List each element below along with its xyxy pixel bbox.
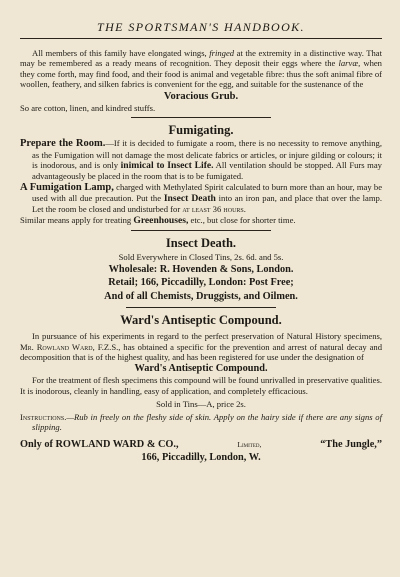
lamp-runin: A Fumigation Lamp, bbox=[20, 181, 114, 193]
lamp-text-b: into an iron pan, and place that over the lamp. Let the room be closed and undisturbed for bbox=[32, 192, 382, 215]
prepare-bold: inimical to Insect Life. bbox=[120, 160, 214, 172]
wards-smallcaps: Mr. Rowland Ward, bbox=[20, 341, 95, 352]
similar-text-a: Similar means apply for treating bbox=[20, 214, 132, 225]
divider-3 bbox=[126, 307, 276, 308]
moth-fringed: fringed bbox=[209, 48, 235, 58]
lamp-paragraph bbox=[20, 182, 382, 215]
prepare-text-a: —If it is decided to fumigate a room, there is no necessity to remove anything, as the Fumigation will not damage the most delicate fabrics or articles, or injure gilding or colours; it is inodorous, and is only bbox=[32, 138, 382, 171]
prepare-text-b: All ventilation should be stopped. All Furs may advantageously be placed in the room that is to be fumigated. bbox=[32, 160, 382, 182]
divider-2 bbox=[131, 230, 271, 231]
voracious-grub-heading: Voracious Grub. bbox=[163, 91, 239, 103]
insect-death-heading: Insect Death. bbox=[165, 235, 237, 250]
moth-larvae: larvæ, bbox=[338, 58, 361, 69]
cotton-line: So are cotton, linen, and kindred stuffs. bbox=[20, 103, 156, 114]
divider-1 bbox=[131, 117, 271, 118]
chemists-line: And of all Chemists, Druggists, and Oilmen. bbox=[104, 290, 298, 302]
prepare-room-paragraph bbox=[20, 138, 382, 181]
moth-text-a: All members of this family have elongated wings, bbox=[32, 48, 207, 58]
wards-subheading: Ward's Antiseptic Compound. bbox=[134, 363, 268, 375]
wards-paragraph-1 bbox=[20, 331, 382, 362]
lamp-smallcaps: at least 36 hours. bbox=[182, 204, 246, 215]
lamp-text-a: charged with Methylated Spirit calculated to burn more than an hour, may be used with all due precaution. Put the bbox=[32, 181, 383, 203]
limited-text: Limited, bbox=[237, 439, 262, 449]
only-of-line bbox=[20, 438, 382, 451]
wards-sold: Sold in Tins—A, price 2s. bbox=[156, 398, 246, 409]
wards-text-a: In pursuance of his experiments in regard to the perfect preservation of Natural History specimens, bbox=[32, 331, 382, 342]
address-line: 166, Piccadilly, London, W. bbox=[141, 451, 261, 463]
jungle-text: “The Jungle,” bbox=[320, 438, 382, 450]
running-header: THE SPORTSMAN'S HANDBOOK. bbox=[20, 20, 382, 39]
wards-heading: Ward's Antiseptic Compound. bbox=[120, 313, 282, 328]
wards-text-b: F.Z.S., has obtained a specific for the prevention and arrest of natural decay and decomposition that is of the highest quality, and has been registered for use under the designation of bbox=[20, 341, 382, 362]
prepare-room-runin: Prepare the Room. bbox=[20, 138, 106, 150]
instructions-paragraph bbox=[20, 412, 382, 433]
instructions-text: —Rub in freely on the fleshy side of skin. Apply on the hairy side if there are any signs of slipping. bbox=[32, 412, 382, 433]
retail-line: Retail; 166, Piccadilly, London: Post Free; bbox=[108, 277, 294, 289]
moth-paragraph bbox=[20, 48, 382, 89]
insect-death-sold: Sold Everywhere in Closed Tins, 2s. 6d. and 5s. bbox=[118, 251, 284, 262]
only-of-text: Only of ROWLAND WARD & CO., bbox=[20, 438, 179, 450]
moth-text-c: when they come forth, may find food, and their food is animal and vegetable fibre: thus the soft animal fibre of woollen, feathery, and silken fabrics is convenient for the egg, and suitable for the sustenance of the bbox=[20, 58, 382, 89]
similar-text-b: etc., but close for shorter time. bbox=[190, 214, 296, 225]
instructions-label: Instructions. bbox=[20, 412, 67, 423]
wholesale-line: Wholesale: R. Hovenden & Sons, London. bbox=[108, 263, 294, 275]
fumigating-heading: Fumigating. bbox=[168, 123, 234, 138]
wards-paragraph-2: For the treatment of flesh specimens this compound will be found unrivalled in preservative qualities. It is inodorous, cleanly in handling, easy of application, and completely efficacious. bbox=[20, 375, 382, 396]
moth-text-b: at the extremity in a distinctive way. That may be remembered as a ready means of recognition. They deposit their eggs where the bbox=[20, 48, 382, 69]
similar-bold: Greenhouses, bbox=[133, 214, 189, 226]
similar-paragraph bbox=[20, 215, 382, 226]
lamp-bold: Insect Death bbox=[163, 192, 216, 204]
